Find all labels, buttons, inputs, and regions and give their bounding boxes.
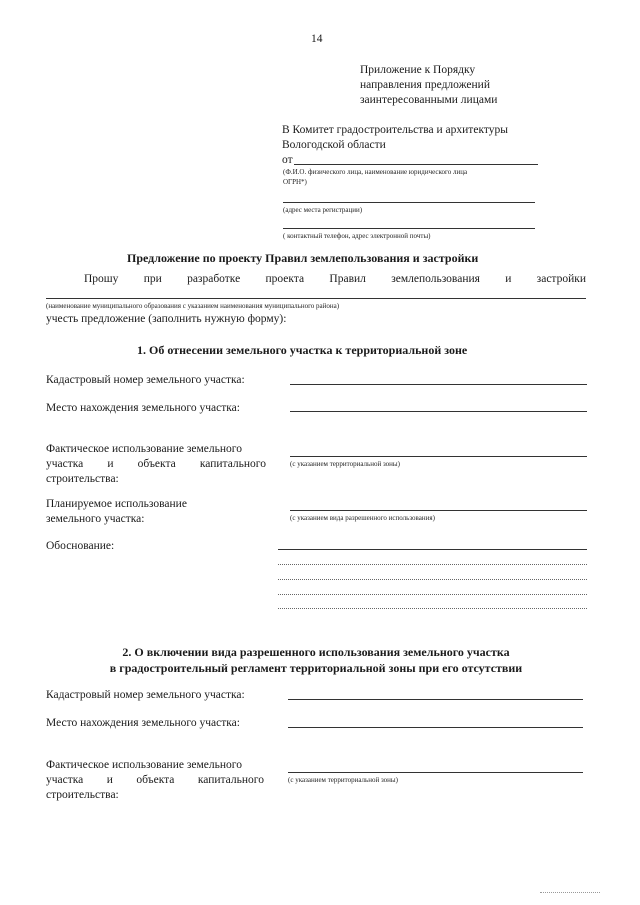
intro-line (84, 272, 586, 287)
contact-field[interactable] (283, 228, 535, 229)
page-number: 14 (311, 33, 323, 45)
s1-justification-label: Обоснование: (46, 540, 115, 552)
s1-actual-use-text-1: Фактическое использование земельного (46, 443, 242, 455)
from-note-line-1: (Ф.И.О. физического лица, наименование юридического лица (283, 168, 468, 176)
from-field[interactable] (294, 164, 538, 165)
municipality-field[interactable] (46, 298, 586, 299)
from-label: от (282, 154, 293, 166)
s1-planned-use-line-1: Планируемое использование (46, 498, 187, 510)
s2-location-label: Место нахождения земельного участка: (46, 717, 240, 729)
s2-actual-use-line-2 (46, 773, 264, 788)
s1-actual-use-word: капитального (199, 458, 266, 470)
scan-artifact (540, 892, 600, 893)
s2-actual-use-note: (с указанием территориальной зоны) (288, 776, 398, 784)
intro-line-2: учесть предложение (заполнить нужную форму): (46, 313, 287, 325)
addressee-line-1: В Комитет градостроительства и архитектуры (282, 124, 508, 136)
s1-actual-use-line-3: строительства: (46, 473, 119, 485)
municipality-note: (наименование муниципального образования с указанием наименования муниципального района) (46, 302, 340, 310)
section-1-heading: 1. Об отнесении земельного участка к территориальной зоне (137, 343, 468, 357)
s2-cadastral-field[interactable] (288, 699, 583, 700)
appendix-line-1: Приложение к Порядку (360, 64, 476, 76)
s2-actual-use-word: капитального (197, 774, 264, 786)
s1-justification-field-3[interactable] (278, 579, 587, 580)
intro-word: застройки (536, 273, 586, 285)
s1-actual-use-word: объекта (137, 458, 176, 470)
section-2-heading-line-2: в градостроительный регламент территориальной зоны при его отсутствии (109, 661, 523, 675)
s1-planned-use-line-2: земельного участка: (46, 513, 145, 525)
s1-justification-field-5[interactable] (278, 608, 587, 609)
s1-location-field[interactable] (290, 411, 587, 412)
s2-actual-use-field[interactable] (288, 772, 583, 773)
contact-note: ( контактный телефон, адрес электронной почты) (283, 232, 431, 240)
s1-planned-use-note: (с указанием вида разрешенного использования) (290, 514, 435, 522)
intro-word: Прошу (84, 273, 119, 285)
s1-actual-use-word: и (107, 458, 114, 470)
intro-word: разработке (187, 273, 241, 285)
registration-address-note: (адрес места регистрации) (283, 206, 363, 214)
s1-location-label: Место нахождения земельного участка: (46, 402, 240, 414)
from-note-line-2: ОГРН*) (283, 178, 307, 186)
s1-cadastral-label: Кадастровый номер земельного участка: (46, 374, 245, 386)
s1-actual-use-word: участка (46, 458, 84, 470)
s1-actual-use-field[interactable] (290, 456, 587, 457)
s2-actual-use-line-1: Фактическое использование земельного (46, 759, 242, 771)
s1-justification-field-1[interactable] (278, 549, 587, 550)
intro-word: землепользования (391, 273, 480, 285)
appendix-line-3: заинтересованными лицами (360, 94, 498, 106)
s2-actual-use-word: участка (46, 774, 84, 786)
s1-actual-use-line-2 (46, 457, 266, 472)
s2-actual-use-word: объекта (136, 774, 175, 786)
s1-actual-use-line-1 (46, 442, 266, 457)
addressee-line-2: Вологодской области (282, 139, 386, 151)
s1-justification-field-4[interactable] (278, 594, 587, 595)
intro-word: Правил (329, 273, 366, 285)
s1-planned-use-field[interactable] (290, 510, 587, 511)
section-2-heading-line-1: 2. О включении вида разрешенного использования земельного участка (122, 645, 510, 659)
s1-actual-use-note: (с указанием территориальной зоны) (290, 460, 400, 468)
s1-cadastral-field[interactable] (290, 384, 587, 385)
s2-location-field[interactable] (288, 727, 583, 728)
s2-cadastral-label: Кадастровый номер земельного участка: (46, 689, 245, 701)
s1-justification-field-2[interactable] (278, 564, 587, 565)
s2-actual-use-line-3: строительства: (46, 789, 119, 801)
intro-word: и (505, 273, 512, 285)
registration-address-field[interactable] (283, 202, 535, 203)
document-title: Предложение по проекту Правил землепользования и застройки (127, 251, 479, 265)
intro-word: проекта (265, 273, 305, 285)
s2-actual-use-word: и (106, 774, 113, 786)
intro-word: при (143, 273, 162, 285)
appendix-line-2: направления предложений (360, 79, 490, 91)
